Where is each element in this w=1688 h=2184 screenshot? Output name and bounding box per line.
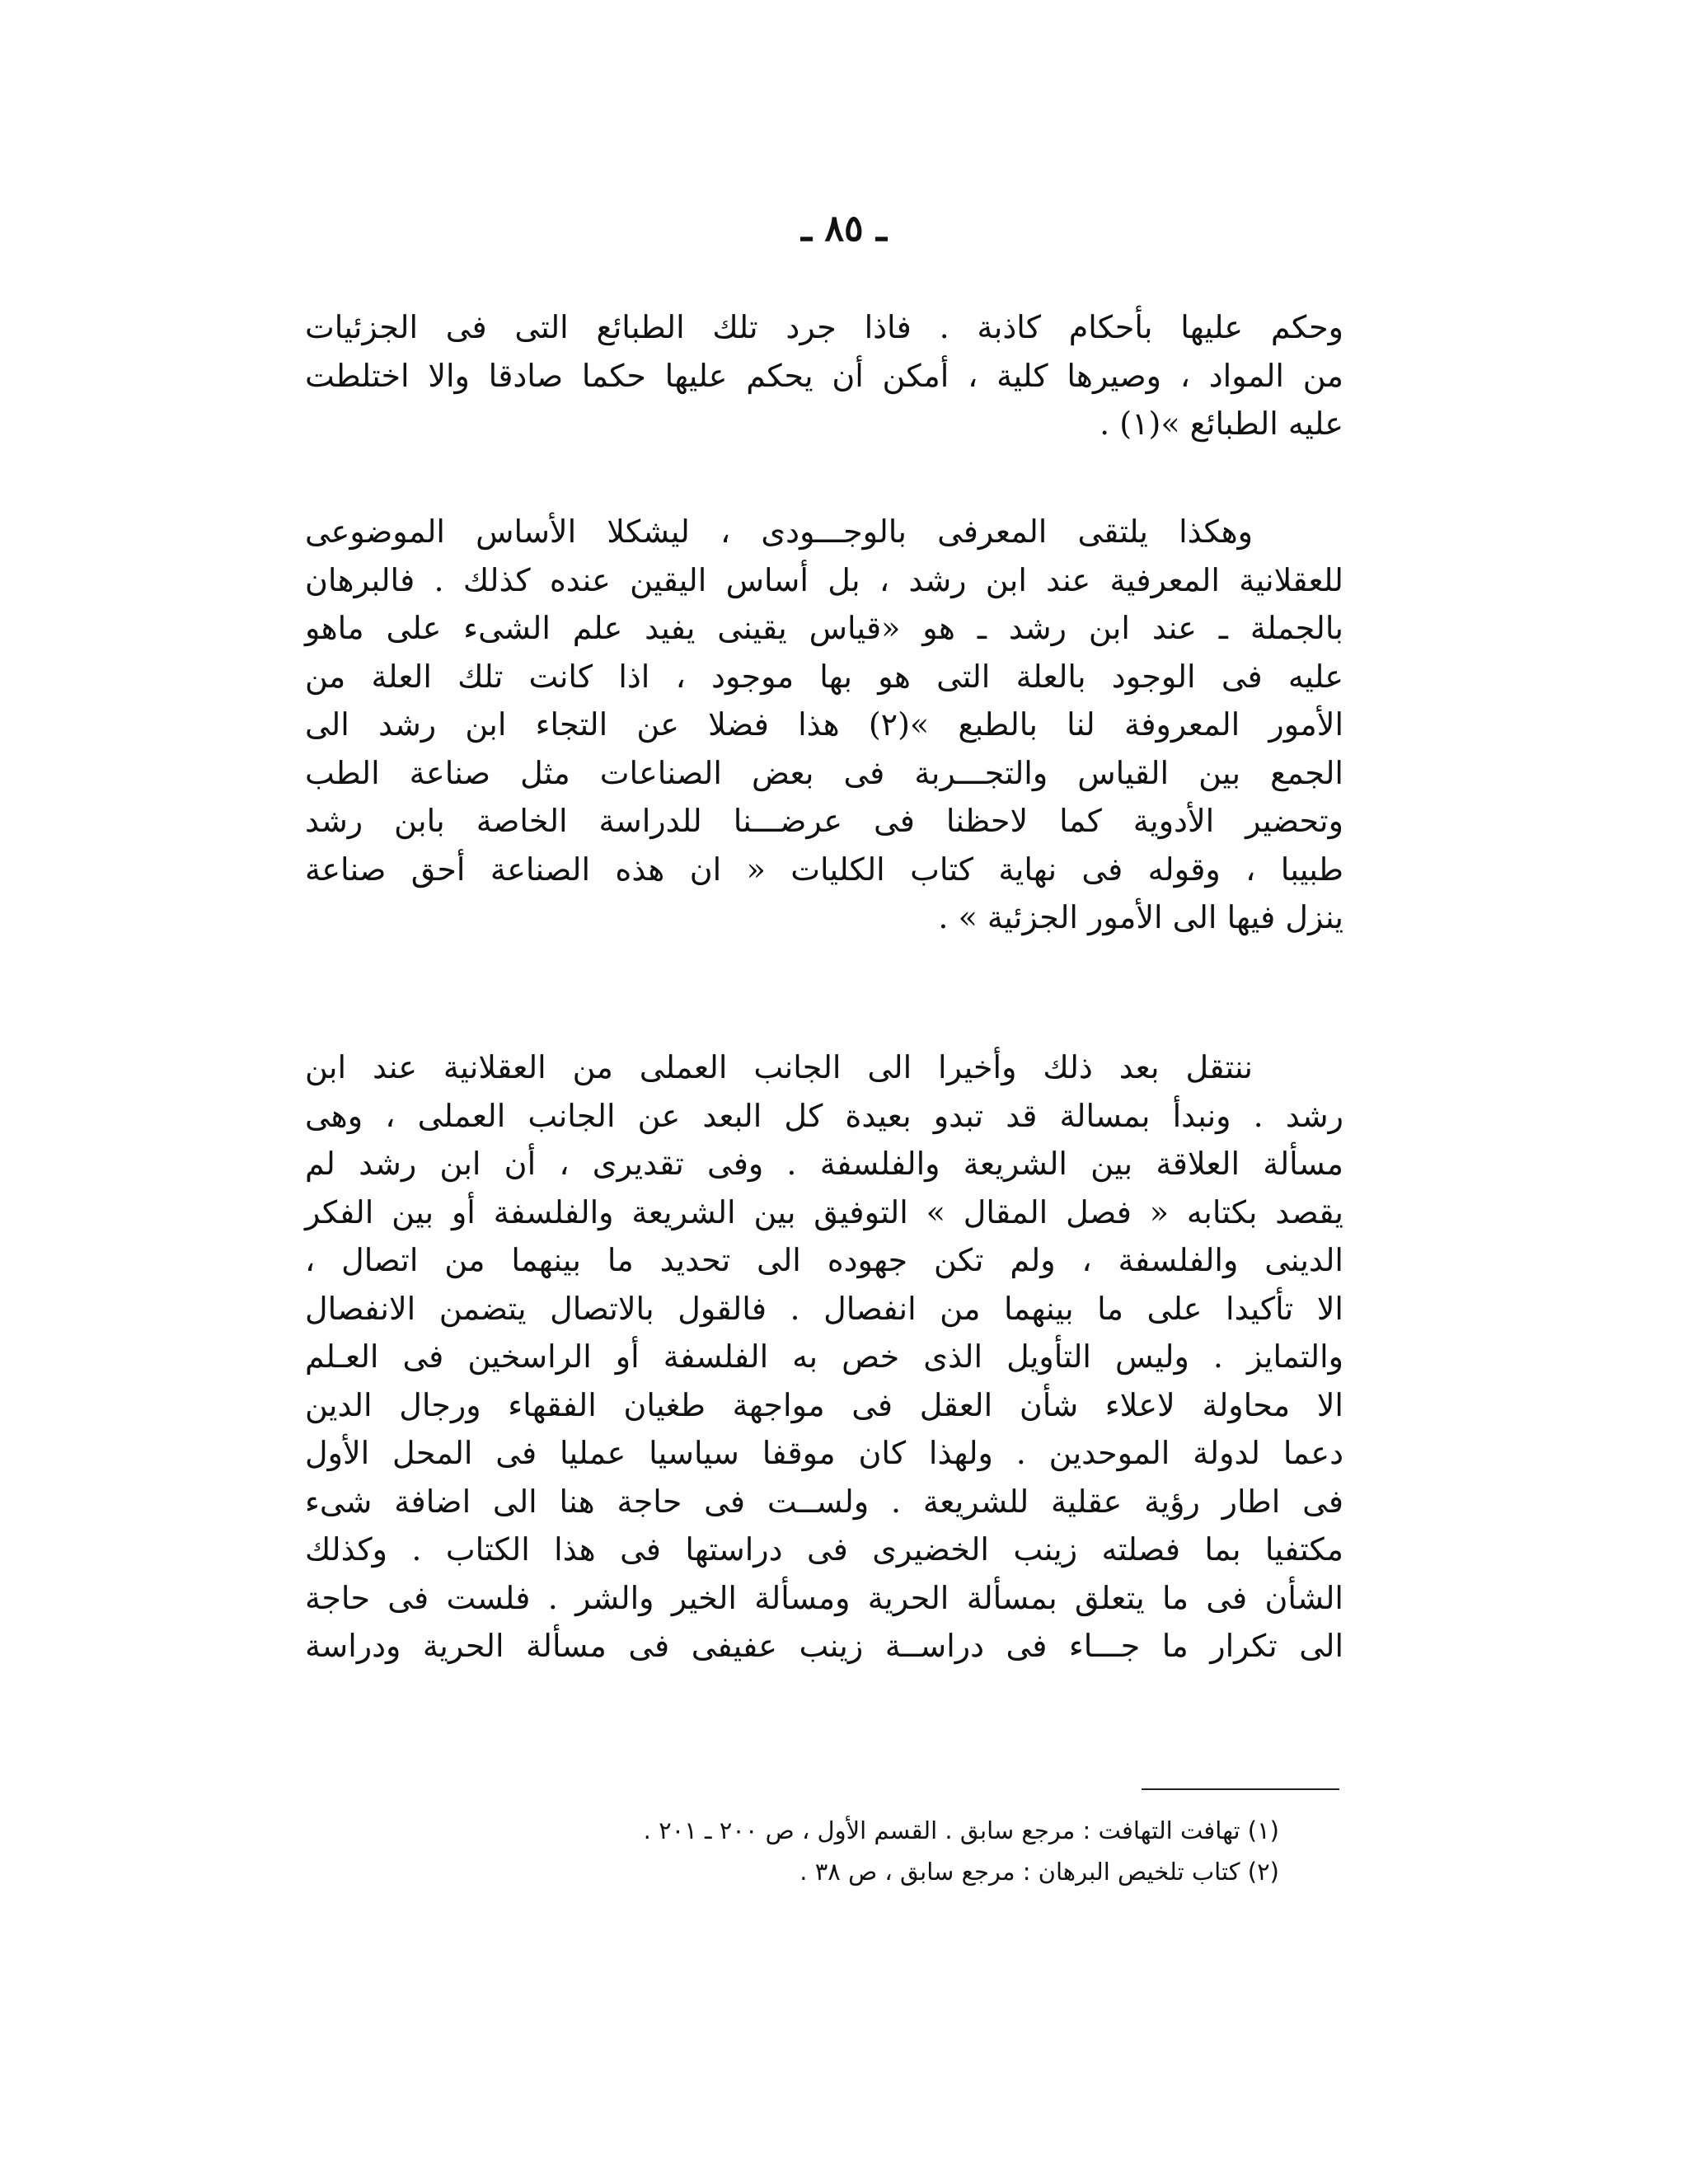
text-line: عليه الطبائع »(١) . bbox=[1100, 405, 1343, 442]
text-line: الجمع بين القياس والتجـــربة فى بعض الصناعات مثل صناعة الطب bbox=[305, 754, 1343, 791]
footnote-2: (٢) كتاب تلخيص البرهان : مرجع سابق ، ص ٣٨ . bbox=[799, 1858, 1279, 1886]
text-line: الى تكرار ما جـــاء فى دراســة زينب عفيفى فى مسألة الحرية ودراسة bbox=[305, 1628, 1343, 1664]
page-number: ـ ٨٥ ـ bbox=[801, 208, 887, 250]
text-line: للعقلانية المعرفية عند ابن رشد ، بل أساس اليقين عنده كذلك . فالبرهان bbox=[305, 561, 1343, 598]
text-line: بالجملة ـ عند ابن رشد ـ هو «قياس يقينى يفيد علم الشىء على ماهو bbox=[305, 610, 1343, 646]
text-line: والتمايز . وليس التأويل الذى خص به الفلسفة أو الراسخين فى العـلم bbox=[305, 1338, 1343, 1375]
text-line: طبيبا ، وقوله فى نهاية كتاب الكليات « ان هذه الصناعة أحق صناعة bbox=[305, 851, 1343, 888]
paragraph-2 bbox=[305, 508, 1343, 942]
text-line: من المواد ، وصيرها كلية ، أمكن أن يحكم عليها حكما صادقا والا اختلطت bbox=[305, 357, 1343, 394]
text-line: فى اطار رؤية عقلية للشريعة . ولســت فى حاجة هنا الى اضافة شىء bbox=[305, 1483, 1343, 1520]
text-line: وتحضير الأدوية كما لاحظنا فى عرضـــنا للدراسة الخاصة بابن رشد bbox=[305, 803, 1343, 839]
text-line: وحكم عليها بأحكام كاذبة . فاذا جرد تلك الطبائع التى فى الجزئيات bbox=[305, 309, 1343, 345]
text-line: الشأن فى ما يتعلق بمسألة الحرية ومسألة الخير والشر . فلست فى حاجة bbox=[305, 1579, 1343, 1616]
text-line: وهكذا يلتقى المعرفى بالوجـــودى ، ليشكلا الأساس الموضوعى bbox=[305, 513, 1253, 550]
text-line: رشد . ونبدأ بمسالة قد تبدو بعيدة كل البعد عن الجانب العملى ، وهى bbox=[305, 1097, 1343, 1134]
text-line: الا تأكيدا على ما بينهما من انفصال . فالقول بالاتصال يتضمن الانفصال bbox=[305, 1290, 1343, 1327]
text-line: ننتقل بعد ذلك وأخيرا الى الجانب العملى من العقلانية عند ابن bbox=[305, 1049, 1253, 1085]
paragraph-3 bbox=[305, 1043, 1343, 1671]
text-line: دعما لدولة الموحدين . ولهذا كان موقفا سياسيا عمليا فى المحل الأول bbox=[305, 1435, 1343, 1471]
text-line: الأمور المعروفة لنا بالطبع »(٢) هذا فضلا عن التجاء ابن رشد الى bbox=[305, 706, 1343, 743]
text-line: الا محاولة لاعلاء شأن العقل فى مواجهة طغيان الفقهاء ورجال الدين bbox=[305, 1386, 1343, 1423]
text-line: يقصد بكتابه « فصل المقال » التوفيق بين الشريعة والفلسفة أو بين الفكر bbox=[305, 1193, 1343, 1230]
paragraph-1 bbox=[305, 303, 1343, 448]
footnote-divider bbox=[1142, 1788, 1339, 1790]
text-line: مكتفيا بما فصلته زينب الخضيرى فى دراستها فى هذا الكتاب . وكذلك bbox=[305, 1531, 1343, 1568]
text-line: عليه فى الوجود بالعلة التى هو بها موجود ، اذا كانت تلك العلة من bbox=[305, 658, 1343, 695]
text-line: مسألة العلاقة بين الشريعة والفلسفة . وفى تقديرى ، أن ابن رشد لم bbox=[305, 1146, 1343, 1182]
text-line: ينزل فيها الى الأمور الجزئية » . bbox=[938, 899, 1343, 935]
footnotes bbox=[305, 1810, 1279, 1892]
text-line: الدينى والفلسفة ، ولم تكن جهوده الى تحديد ما بينهما من اتصال ، bbox=[305, 1242, 1343, 1278]
footnote-1: (١) تهافت التهافت : مرجع سابق . القسم الأول ، ص ٢٠٠ ـ ٢٠١ . bbox=[643, 1816, 1279, 1844]
